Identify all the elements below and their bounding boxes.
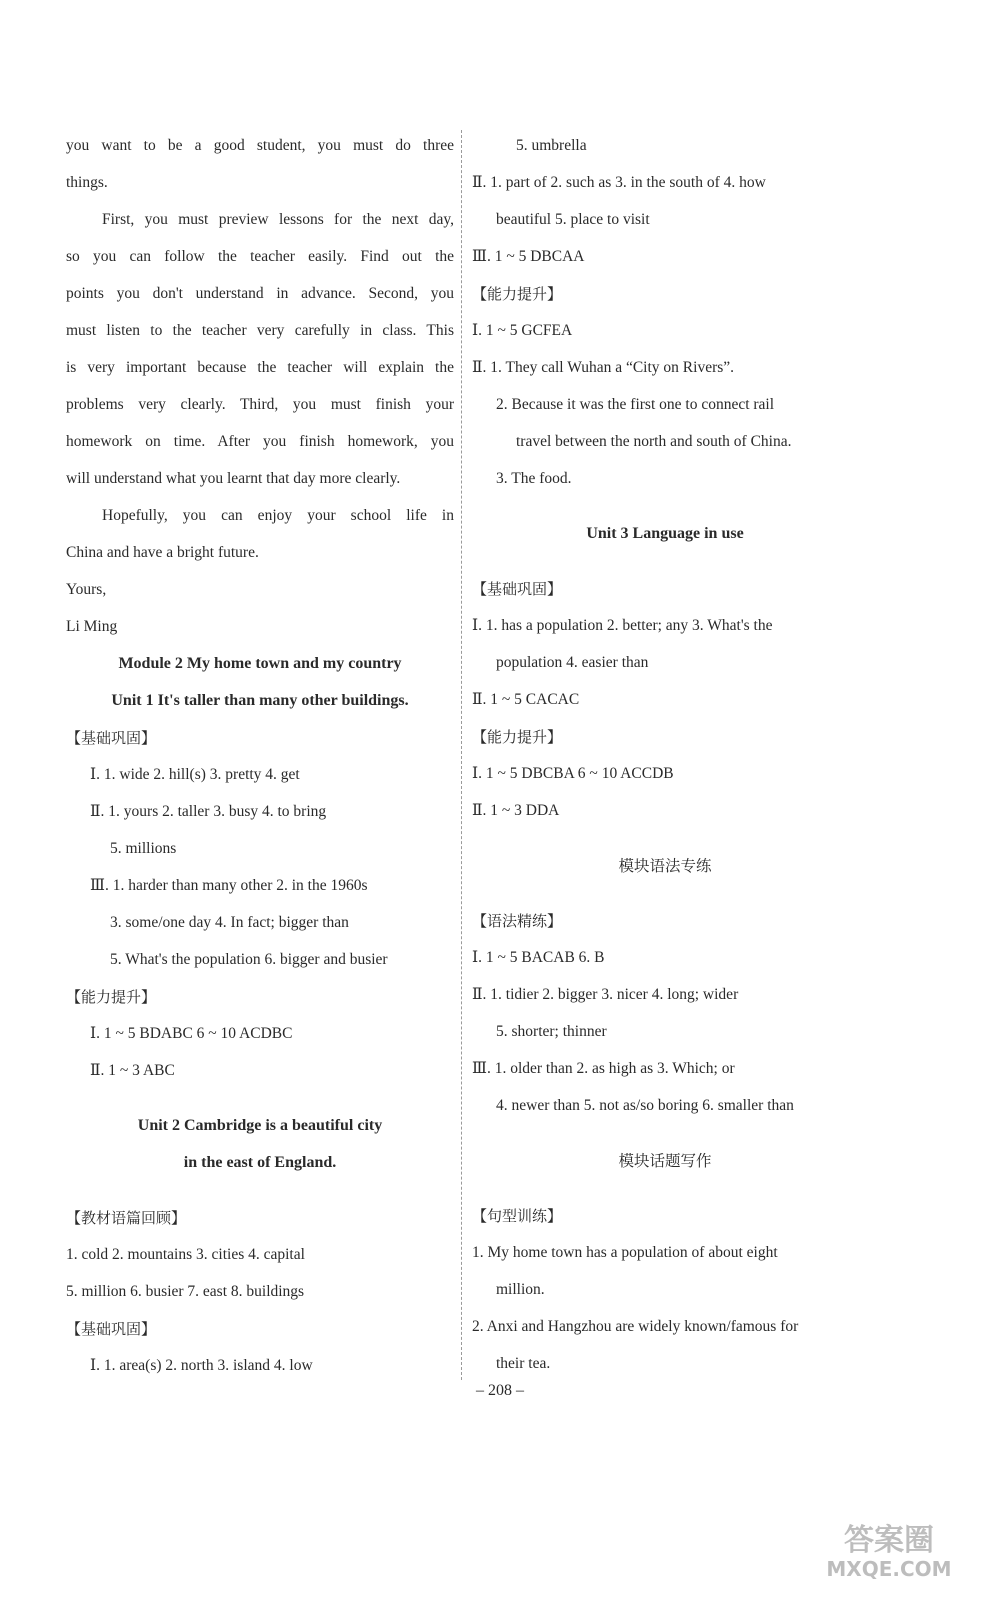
unit2-title: Unit 2 Cambridge is a beautiful city [137,1117,383,1134]
section-label: 【能力提升】 [66,988,157,1006]
answer-line: Ⅰ. 1 ~ 5 GCFEA [472,322,573,339]
answer-line: 2. Because it was the first one to connect rail [496,396,775,413]
answer-line: Ⅱ. 1 ~ 3 DDA [472,802,560,819]
answer-line: Ⅲ. 1. harder than many other 2. in the 1960s [90,877,368,894]
answer-line: 5. umbrella [516,137,587,154]
answer-line: Ⅰ. 1 ~ 5 BDABC 6 ~ 10 ACDBC [90,1025,293,1042]
grammar-section-title: 模块语法专练 [618,857,712,875]
answer-line: million. [496,1281,545,1298]
answer-line: Ⅰ. 1 ~ 5 DBCBA 6 ~ 10 ACCDB [472,765,674,782]
answer-line: Ⅱ. 1. tidier 2. bigger 3. nicer 4. long; wider [472,986,739,1003]
answer-line: Ⅰ. 1. has a population 2. better; any 3. What's the [472,617,773,634]
answer-line: 5. shorter; thinner [496,1023,607,1040]
section-label: 【基础巩固】 [472,580,563,598]
answer-line: Ⅱ. 1. yours 2. taller 3. busy 4. to bring [90,803,327,820]
answer-line: 2. Anxi and Hangzhou are widely known/famous for [472,1318,799,1335]
letter-line: so you can follow the teacher easily. Find out the [66,248,454,265]
answer-line: 3. some/one day 4. In fact; bigger than [110,914,349,931]
letter-line: problems very clearly. Third, you must finish your [66,396,454,413]
answer-line: Ⅲ. 1. older than 2. as high as 3. Which; or [472,1060,735,1077]
section-label: 【基础巩固】 [66,1320,157,1338]
unit3-title: Unit 3 Language in use [586,525,744,542]
letter-line: will understand what you learnt that day more clearly. [66,470,401,487]
unit2-title-cont: in the east of England. [183,1154,337,1171]
section-label: 【教材语篇回顾】 [66,1209,187,1227]
answer-line: 5. million 6. busier 7. east 8. buildings [66,1283,305,1300]
answer-line: 5. millions [110,840,177,857]
answer-line: 1. My home town has a population of about eight [472,1244,778,1261]
letter-line: points you don't understand in advance. Second, you [66,285,454,302]
answer-line: 3. The food. [496,470,572,487]
letter-line: is very important because the teacher will explain the [66,359,454,376]
section-label: 【能力提升】 [472,728,563,746]
answer-line: Ⅲ. 1 ~ 5 DBCAA [472,248,585,265]
writing-section-title: 模块话题写作 [618,1152,712,1170]
unit1-title: Unit 1 It's taller than many other buildings. [111,692,409,709]
watermark-line2: MXQE.COM [826,1557,952,1581]
section-label: 【基础巩固】 [66,729,157,747]
answer-line: Ⅱ. 1. part of 2. such as 3. in the south of 4. how [472,174,766,191]
letter-line: Hopefully, you can enjoy your school life in [102,507,454,524]
watermark-logo [804,1516,974,1582]
left-column [66,130,454,1387]
module-title: Module 2 My home town and my country [118,655,402,672]
answer-line: Ⅰ. 1. wide 2. hill(s) 3. pretty 4. get [90,766,300,783]
section-label: 【能力提升】 [472,285,563,303]
answer-line: their tea. [496,1355,551,1372]
answer-line: 1. cold 2. mountains 3. cities 4. capital [66,1246,305,1263]
letter-line: China and have a bright future. [66,544,259,561]
answer-line: population 4. easier than [496,654,649,671]
answer-line: Ⅱ. 1 ~ 3 ABC [90,1062,175,1079]
letter-line: things. [66,174,108,191]
column-divider [461,130,462,1380]
letter-signature: Li Ming [66,618,118,635]
answer-line: Ⅰ. 1 ~ 5 BACAB 6. B [472,949,605,966]
watermark-line1: 答案圈 [844,1523,934,1558]
letter-line: homework on time. After you finish homework, you [66,433,454,450]
answer-line: Ⅱ. 1 ~ 5 CACAC [472,691,580,708]
answer-line: Ⅰ. 1. area(s) 2. north 3. island 4. low [90,1357,313,1374]
section-label: 【语法精练】 [472,912,563,930]
right-column [472,130,858,1385]
letter-line: must listen to the teacher very carefully in class. This [66,322,454,339]
answer-line: 5. What's the population 6. bigger and busier [110,951,388,968]
answer-line: Ⅱ. 1. They call Wuhan a “City on Rivers”. [472,359,735,376]
answer-line: 4. newer than 5. not as/so boring 6. smaller than [496,1097,794,1114]
page-number: – 208 – [476,1382,524,1399]
answer-line: travel between the north and south of China. [516,433,792,450]
letter-closing: Yours, [66,581,107,598]
letter-line: you want to be a good student, you must do three [66,137,454,154]
section-label: 【句型训练】 [472,1207,563,1225]
answer-line: beautiful 5. place to visit [496,211,650,228]
letter-line: First, you must preview lessons for the next day, [102,211,454,228]
